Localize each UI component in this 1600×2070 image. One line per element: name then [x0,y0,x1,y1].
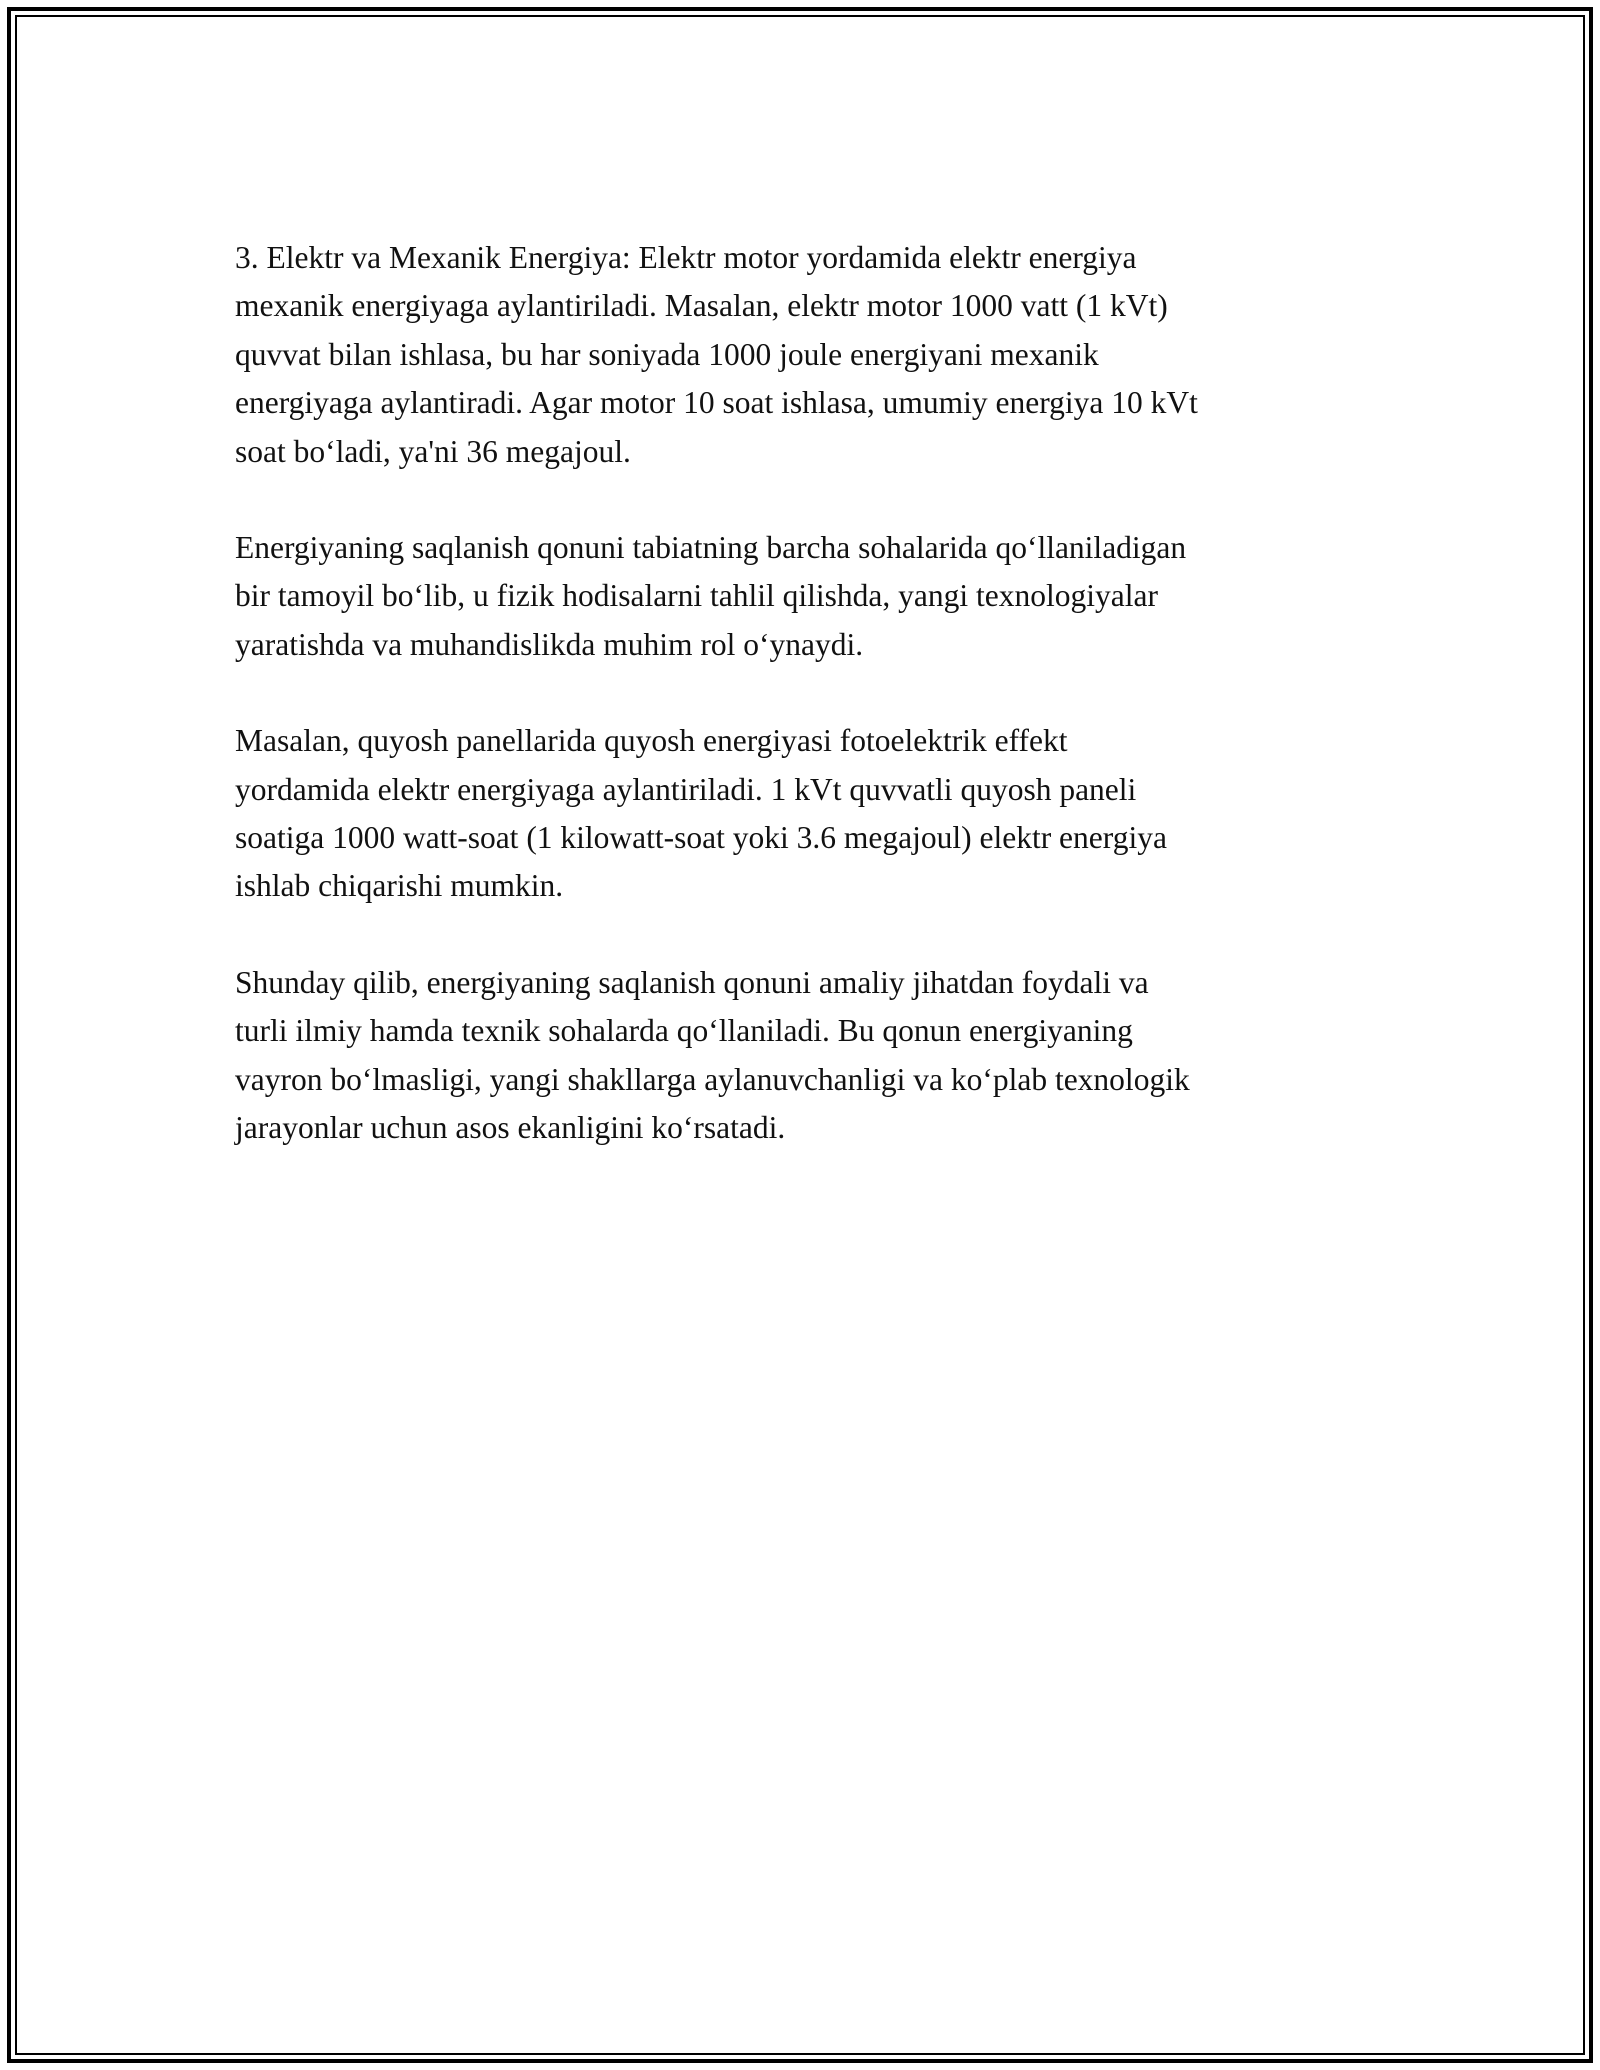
text-line: mexanik energiyaga aylantiriladi. Masalan, elektr motor 1000 vatt (1 kVt) [235,288,1168,324]
text-line: yaratishda va muhandislikda muhim rol oʻynaydi. [235,626,864,662]
document-body [235,234,1375,1153]
text-line: 3. Elektr va Mexanik Energiya: Elektr motor yordamida elektr energiya [235,240,1137,275]
text-line: Energiyaning saqlanish qonuni tabiatning barcha sohalarida qoʻllaniladigan [235,530,1187,566]
paragraph-conservation-law [235,524,1375,669]
paragraph-solar-panels [235,717,1375,911]
text-line: vayron boʻlmasligi, yangi shakllarga aylanuvchanligi va koʻplab texnologik [235,1061,1190,1097]
text-line: quvvat bilan ishlasa, bu har soniyada 1000 joule energiyani mexanik [235,336,1099,372]
text-line: soatiga 1000 watt-soat (1 kilowatt-soat yoki 3.6 megajoul) elektr energiya [235,820,1167,856]
text-line: jarayonlar uchun asos ekanligini koʻrsatadi. [235,1110,786,1146]
text-line: energiyaga aylantiradi. Agar motor 10 soat ishlasa, umumiy energiya 10 kVt [235,385,1198,421]
text-line: bir tamoyil boʻlib, u fizik hodisalarni tahlil qilishda, yangi texnologiyalar [235,578,1158,614]
text-line: yordamida elektr energiyaga aylantiriladi. 1 kVt quvvatli quyosh paneli [235,771,1137,807]
paragraph-electric-mechanical-energy [235,234,1375,476]
text-line: Shunday qilib, energiyaning saqlanish qonuni amaliy jihatdan foydali va [235,964,1149,1000]
text-line: ishlab chiqarishi mumkin. [235,868,564,904]
paragraph-conclusion [235,959,1375,1153]
text-line: Masalan, quyosh panellarida quyosh energiyasi fotoelektrik effekt [235,723,1068,759]
text-line: soat boʻladi, ya'ni 36 megajoul. [235,433,631,469]
text-line: turli ilmiy hamda texnik sohalarda qoʻllaniladi. Bu qonun energiyaning [235,1013,1133,1049]
